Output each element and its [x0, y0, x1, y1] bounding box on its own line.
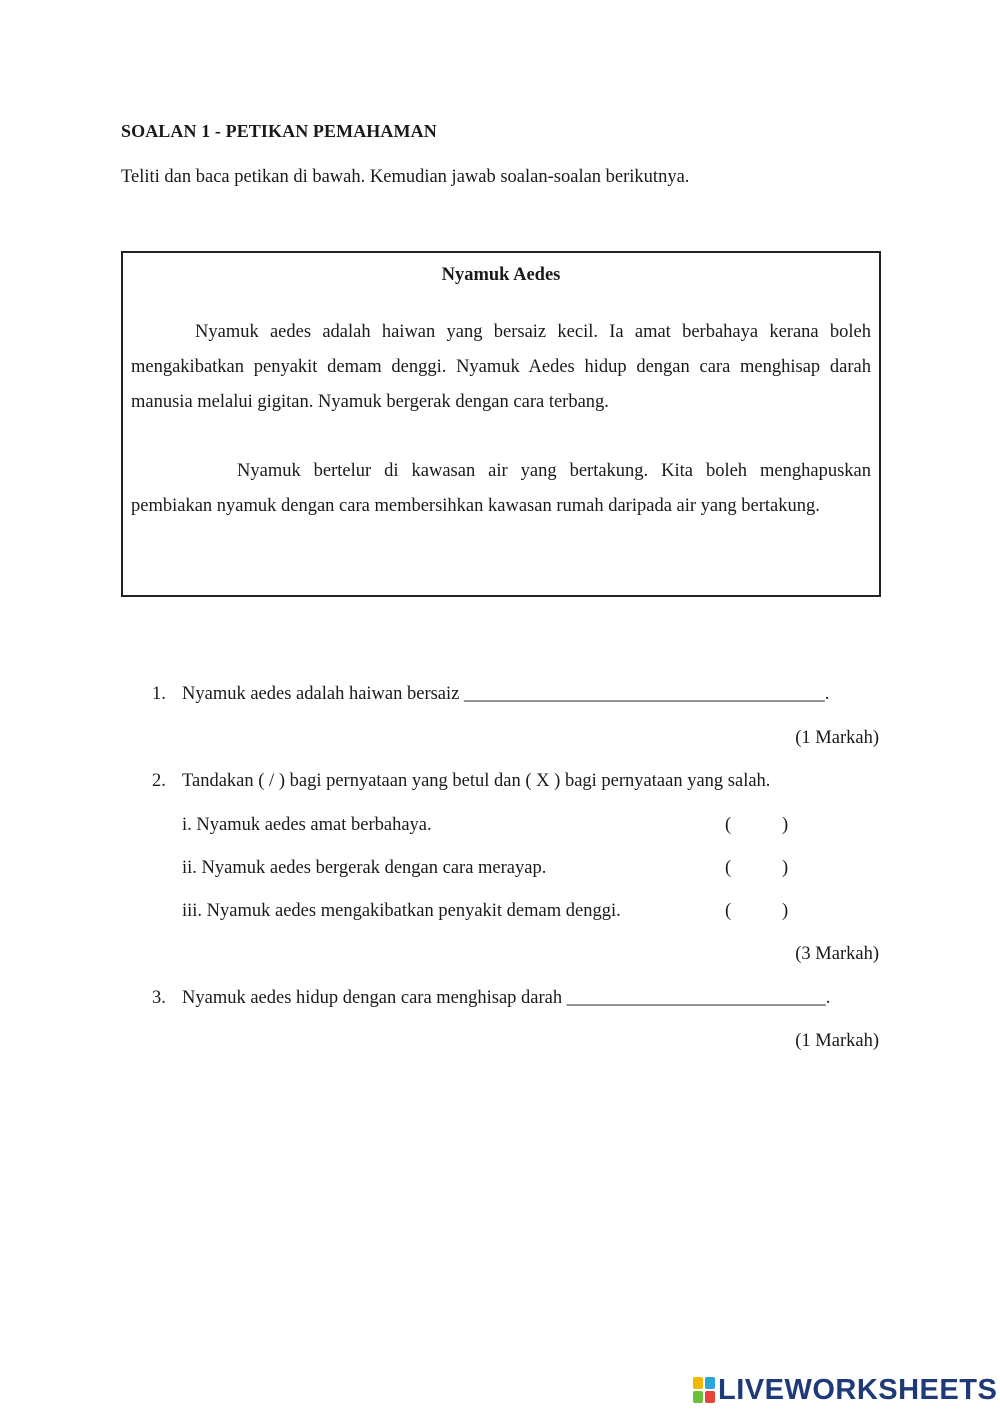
section-heading: SOALAN 1 - PETIKAN PEMAHAMAN: [121, 121, 437, 141]
statement-3-text: iii. Nyamuk aedes mengakibatkan penyakit demam denggi.: [182, 901, 621, 921]
statement-2-text: ii. Nyamuk aedes bergerak dengan cara merayap.: [182, 858, 547, 878]
passage-box: [121, 251, 881, 597]
passage-paragraph-2: Nyamuk bertelur di kawasan air yang bertakung. Kita boleh menghapuskan pembiakan nyamuk dengan cara membersihkan kawasan rumah daripada air yang bertakung.: [131, 461, 871, 516]
statement-3-answer-box[interactable]: ( ): [725, 901, 789, 921]
question-3-number: 3.: [152, 988, 166, 1008]
instruction-text: Teliti dan baca petikan di bawah. Kemudian jawab soalan-soalan berikutnya.: [121, 167, 690, 187]
statement-1-answer-box[interactable]: ( ): [725, 815, 789, 835]
question-2-number: 2.: [152, 771, 166, 791]
logo-tiles-icon: [693, 1377, 715, 1403]
statement-2-answer-box[interactable]: ( ): [725, 858, 789, 878]
question-1-marks: (1 Markah): [795, 728, 879, 748]
question-3-text: Nyamuk aedes hidup dengan cara menghisap darah ____________________________.: [182, 988, 831, 1008]
liveworksheets-logo: [693, 1375, 997, 1405]
passage-paragraph-1: Nyamuk aedes adalah haiwan yang bersaiz kecil. Ia amat berbahaya kerana boleh mengakibatkan penyakit demam denggi. Nyamuk Aedes hidup dengan cara menghisap darah manusia melalui gigitan. Nyamuk bergerak dengan cara terbang.: [131, 322, 871, 412]
question-3-marks: (1 Markah): [795, 1031, 879, 1051]
logo-text: LIVEWORKSHEETS: [718, 1373, 998, 1406]
question-2-marks: (3 Markah): [795, 944, 879, 964]
question-1-number: 1.: [152, 684, 166, 704]
statement-1-text: i. Nyamuk aedes amat berbahaya.: [182, 815, 432, 835]
passage-title: Nyamuk Aedes: [441, 265, 561, 285]
question-2-text: Tandakan ( / ) bagi pernyataan yang betul dan ( X ) bagi pernyataan yang salah.: [182, 771, 771, 791]
question-1-text: Nyamuk aedes adalah haiwan bersaiz _______________________________________.: [182, 684, 830, 704]
